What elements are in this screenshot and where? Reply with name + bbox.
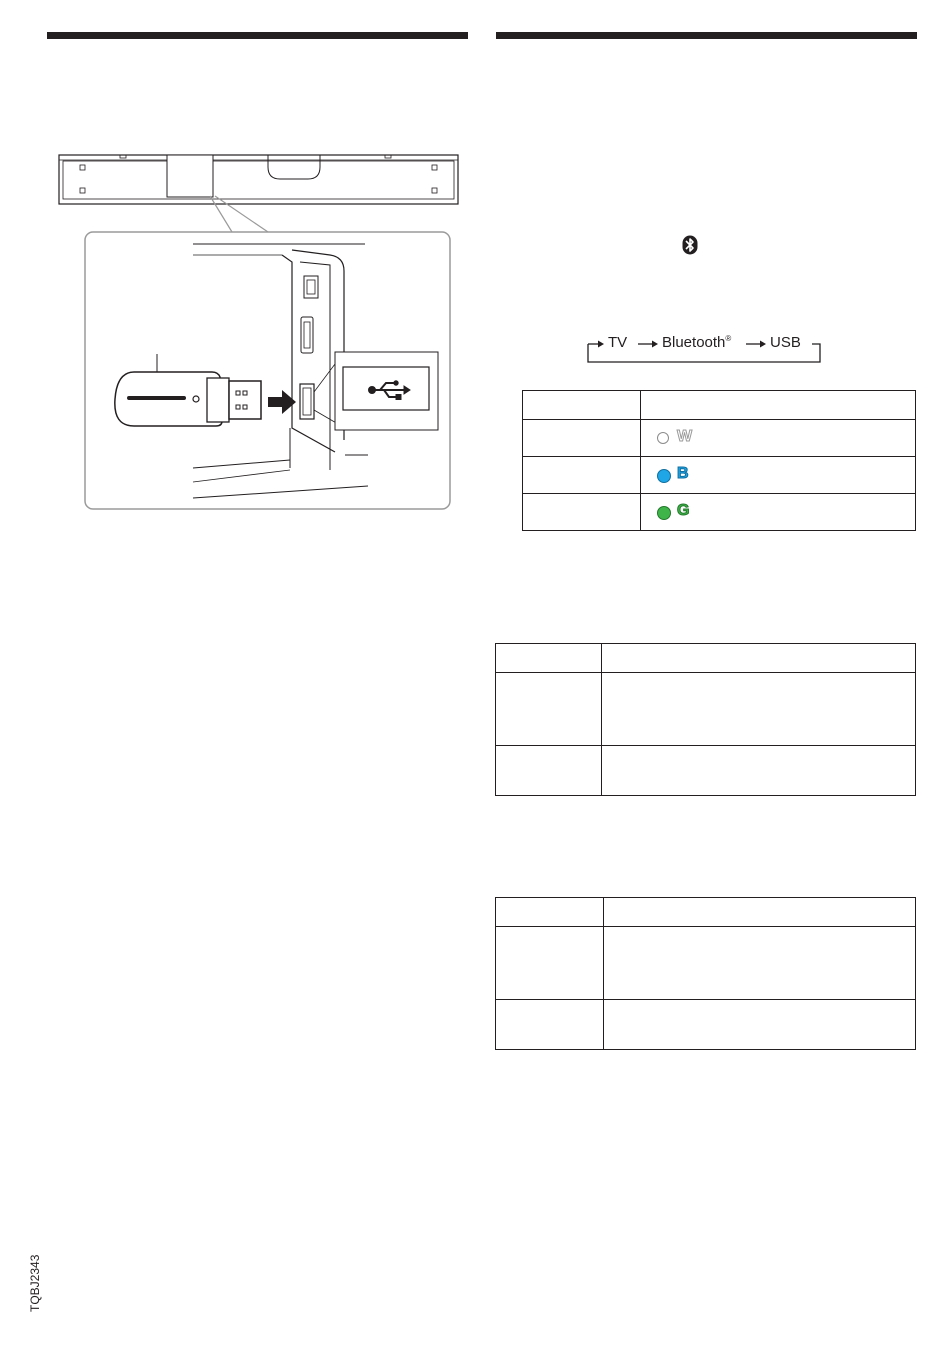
table-cell xyxy=(496,644,602,673)
table-row xyxy=(496,673,916,746)
table-cell xyxy=(604,927,916,1000)
sequence-item-bluetooth: Bluetooth® xyxy=(662,334,732,351)
table-row xyxy=(496,898,916,927)
table-cell xyxy=(523,420,641,457)
white-led-dot xyxy=(657,432,669,444)
table-row xyxy=(496,746,916,796)
table-cell xyxy=(496,746,602,796)
bluetooth-icon xyxy=(682,235,698,255)
table-row xyxy=(523,391,916,420)
table-row xyxy=(496,644,916,673)
table-cell xyxy=(496,673,602,746)
table-cell xyxy=(496,927,604,1000)
table-cell xyxy=(496,898,604,927)
table-cell xyxy=(496,1000,604,1050)
right-header-rule xyxy=(496,32,917,39)
table-cell xyxy=(523,391,641,420)
blue-led-dot xyxy=(657,469,671,483)
indicator-cell-blue xyxy=(641,457,916,494)
soundbar-rear-view xyxy=(59,155,458,204)
indicator-letter-b: B xyxy=(677,465,689,482)
table-cell xyxy=(604,1000,916,1050)
settings-table-2 xyxy=(495,897,916,1050)
table-cell xyxy=(523,494,641,531)
table-cell xyxy=(604,898,916,927)
registered-mark: ® xyxy=(725,334,732,343)
indicator-table xyxy=(522,390,916,531)
table-cell xyxy=(641,391,916,420)
sequence-item-usb: USB xyxy=(770,334,801,351)
sequence-item-tv: TV xyxy=(608,334,628,351)
green-led-dot xyxy=(657,506,671,520)
table-row xyxy=(523,420,916,457)
usb-flash-drive xyxy=(115,354,261,426)
table-row xyxy=(523,457,916,494)
zoom-connector xyxy=(210,196,268,232)
indicator-cell-green xyxy=(641,494,916,531)
table-cell xyxy=(602,746,916,796)
table-cell xyxy=(602,644,916,673)
usb-insertion-illustration xyxy=(0,0,480,520)
table-row xyxy=(496,1000,916,1050)
indicator-letter-g: G xyxy=(677,502,690,519)
table-cell xyxy=(602,673,916,746)
document-code: TQBJ2343 xyxy=(28,1254,42,1312)
indicator-cell-white xyxy=(641,420,916,457)
indicator-letter-w: W xyxy=(677,428,693,445)
table-row xyxy=(496,927,916,1000)
settings-table-1 xyxy=(495,643,916,796)
table-cell xyxy=(523,457,641,494)
table-row xyxy=(523,494,916,531)
